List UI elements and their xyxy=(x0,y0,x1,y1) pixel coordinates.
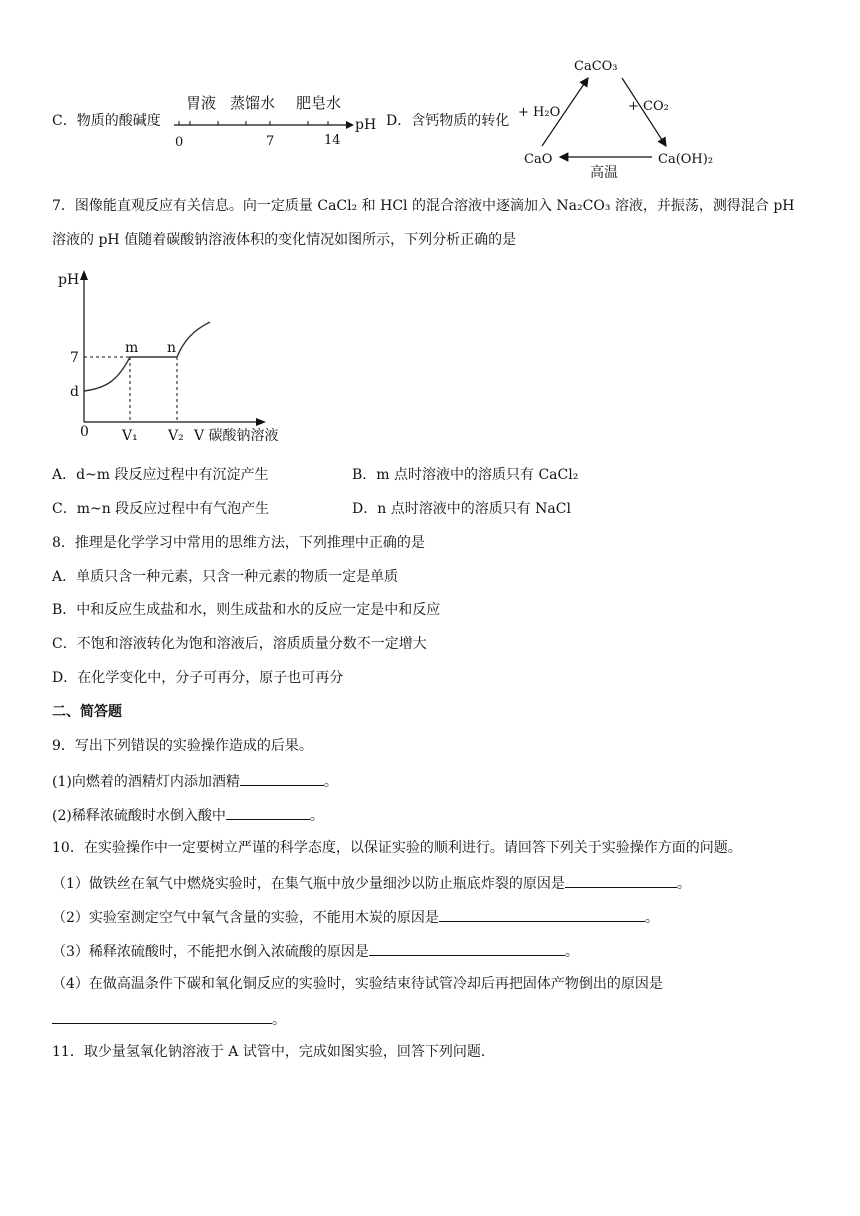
y-tick-7: 7 xyxy=(70,350,79,366)
y-tick-d: d xyxy=(70,384,79,400)
q7-option-d: D．n 点时溶液中的溶质只有 NaCl xyxy=(352,501,571,517)
q10-sub1-end: 。 xyxy=(676,876,691,892)
q10-sub3 xyxy=(52,941,579,961)
q10-sub1-text: （1）做铁丝在氧气中燃烧实验时，在集气瓶中放少量细沙以防止瓶底炸裂的原因是 xyxy=(52,876,565,892)
ph-tick-7: 7 xyxy=(266,134,275,149)
ph-tick-0: 0 xyxy=(175,135,184,150)
q10-sub2-end: 。 xyxy=(644,910,659,926)
q6-option-c-label: C．物质的酸碱度 xyxy=(52,113,161,129)
q8-option-b: B．中和反应生成盐和水，则生成盐和水的反应一定是中和反应 xyxy=(52,602,441,618)
q9-sub1-end: 。 xyxy=(323,774,338,790)
ph-item-distilled-water: 蒸馏水 xyxy=(230,94,276,112)
label-plus-h2o: + H₂O xyxy=(518,105,561,120)
q8-stem: 8．推理是化学学习中常用的思维方法，下列推理中正确的是 xyxy=(52,535,425,551)
q10-sub1 xyxy=(52,873,691,893)
q10-sub3-end: 。 xyxy=(564,944,579,960)
label-plus-co2: + CO₂ xyxy=(628,99,669,114)
x-tick-v2: V₂ xyxy=(168,428,184,444)
q10-sub2 xyxy=(52,907,659,927)
node-caoh2: Ca(OH)₂ xyxy=(658,152,714,167)
q9-sub2-text: (2)稀释浓硫酸时水倒入酸中 xyxy=(52,808,226,824)
origin-label: 0 xyxy=(80,424,89,440)
q7-stem-line2: 溶液的 pH 值随着碳酸钠溶液体积的变化情况如图所示，下列分析正确的是 xyxy=(52,232,517,248)
q7-option-a: A．d~m 段反应过程中有沉淀产生 xyxy=(52,467,269,483)
y-axis-label: pH xyxy=(58,272,80,288)
q10-stem: 10．在实验操作中一定要树立严谨的科学态度，以保证实验的顺利进行。请回答下列关于实验操作方面的问题。 xyxy=(52,840,742,856)
ph-scale-diagram xyxy=(168,88,378,152)
ph-axis-label: pH xyxy=(355,117,377,133)
ph-item-soap-water: 肥皂水 xyxy=(296,94,342,112)
q6-option-d-label: D．含钙物质的转化 xyxy=(386,113,510,129)
x-axis-label: V 碳酸钠溶液 xyxy=(194,428,279,444)
q9-sub1 xyxy=(52,771,338,791)
q9-stem: 9．写出下列错误的实验操作造成的后果。 xyxy=(52,738,313,754)
section-heading-short-answer: 二、简答题 xyxy=(52,704,122,720)
ph-item-gastric-juice: 胃液 xyxy=(186,94,217,112)
q7-option-b: B．m 点时溶液中的溶质只有 CaCl₂ xyxy=(352,467,579,483)
node-cao: CaO xyxy=(524,152,553,167)
q7-option-c: C．m~n 段反应过程中有气泡产生 xyxy=(52,501,270,517)
ph-titration-graph xyxy=(52,264,302,448)
point-m-label: m xyxy=(125,340,139,356)
q7-stem-line1: 7．图像能直观反应有关信息。向一定质量 CaCl₂ 和 HCl 的混合溶液中逐滴加入 Na₂CO₃ 溶液，并振荡，测得混合 pH xyxy=(52,198,795,214)
q11-stem: 11．取少量氢氧化钠溶液于 A 试管中，完成如图实验，回答下列问题． xyxy=(52,1044,495,1060)
q10-sub3-text: （3）稀释浓硫酸时，不能把水倒入浓硫酸的原因是 xyxy=(52,944,369,960)
point-n-label: n xyxy=(167,340,177,356)
q10-sub4-answer-blank[interactable] xyxy=(52,1009,272,1024)
q10-sub4-end: 。 xyxy=(272,1012,286,1028)
ph-tick-14: 14 xyxy=(324,133,341,148)
q10-sub4-text: （4）在做高温条件下碳和氧化铜反应的实验时，实验结束待试管冷却后再把固体产物倒出的原因是 xyxy=(52,976,663,992)
q10-sub2-answer-blank[interactable] xyxy=(439,907,645,922)
q10-sub1-answer-blank[interactable] xyxy=(565,873,677,888)
q9-sub1-answer-blank[interactable] xyxy=(240,771,324,786)
q9-sub1-text: (1)向燃着的酒精灯内添加酒精 xyxy=(52,774,240,790)
x-tick-v1: V₁ xyxy=(122,428,138,444)
q10-sub3-answer-blank[interactable] xyxy=(369,941,565,956)
q9-sub2-end: 。 xyxy=(309,808,324,824)
q10-sub4-answer-line xyxy=(52,1009,286,1029)
q9-sub2-answer-blank[interactable] xyxy=(226,805,310,820)
q9-sub2 xyxy=(52,805,324,825)
q8-option-d: D．在化学变化中，分子可再分，原子也可再分 xyxy=(52,670,344,686)
q8-option-c: C．不饱和溶液转化为饱和溶液后，溶质质量分数不一定增大 xyxy=(52,636,427,652)
label-high-temp: 高温 xyxy=(590,165,618,181)
calcium-cycle-diagram xyxy=(518,52,722,184)
q10-sub2-text: （2）实验室测定空气中氧气含量的实验，不能用木炭的原因是 xyxy=(52,910,439,926)
node-caco3: CaCO₃ xyxy=(574,59,618,74)
q8-option-a: A．单质只含一种元素，只含一种元素的物质一定是单质 xyxy=(52,569,399,585)
